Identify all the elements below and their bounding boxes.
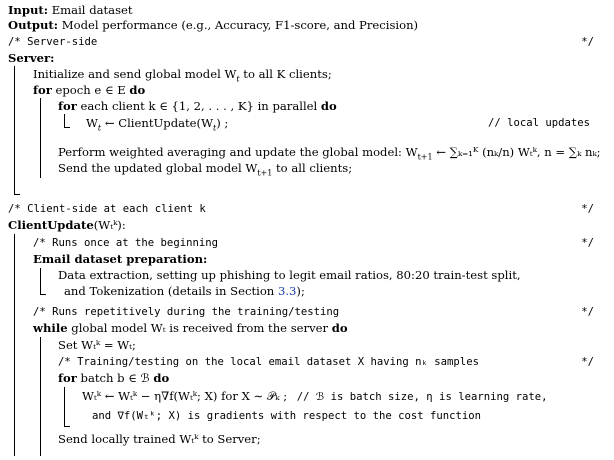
- server-comment: /* Server-side */: [8, 36, 594, 48]
- server-block-rule: [14, 66, 15, 194]
- prep-line-1: Data extraction, setting up phishing to legit email ratios, 80:20 train-test split,: [58, 268, 521, 282]
- server-for-epoch: for epoch e ∈ E do: [33, 83, 146, 97]
- prep-block-rule: [40, 268, 41, 294]
- server-for-client: for each client k ∈ {1, 2, . . . , K} in parallel do: [58, 99, 337, 113]
- prep-block-tick: [40, 294, 46, 295]
- server-update: $W_t$ ← $ClientUpdate(W_t)$ ; // local updates: [86, 116, 590, 133]
- while-loop: while global model Wₜ is received from the server do: [33, 321, 348, 335]
- prep-title: Email dataset preparation:: [33, 252, 208, 266]
- set-line: Set Wₜᵏ = Wₜ;: [58, 338, 136, 352]
- server-send: Send the updated global model $W_{t+1}$ to all clients;: [58, 161, 353, 178]
- while-block-rule: [40, 337, 41, 456]
- section-ref-link[interactable]: 3.3: [277, 284, 297, 298]
- batch-loop: for batch b ∈ ℬ do: [58, 371, 170, 385]
- repetitive-comment: /* Runs repetitively during the training/testing */: [33, 306, 594, 318]
- batch-block-tick: [64, 426, 70, 427]
- input-text: Email dataset: [51, 3, 133, 17]
- client-comment: /* Client-side at each client k */: [8, 203, 594, 215]
- client-loop-tick: [64, 127, 70, 128]
- client-loop-rule: [64, 114, 65, 127]
- input-label: Input:: [8, 3, 49, 17]
- send-back-line: Send locally trained Wₜᵏ to Server;: [58, 432, 261, 446]
- server-init: Initialize and send global model $W_t$ to all K clients;: [33, 67, 332, 84]
- once-comment: /* Runs once at the beginning */: [33, 237, 594, 249]
- input-line: [8, 3, 133, 18]
- gradient-line: Wₜᵏ ← Wₜᵏ − η∇f(Wₜᵏ; X) for X ∼ 𝒫ₖ ; // ℬ is batch size, η is learning rate,: [82, 389, 548, 403]
- client-title: ClientUpdate(Wₜᵏ):: [8, 218, 126, 232]
- batch-block-rule: [64, 387, 65, 426]
- server-block-tick: [14, 194, 20, 195]
- output-text: Model performance (e.g., Accuracy, F1-score, and Precision): [61, 18, 419, 32]
- server-title: Server:: [8, 51, 55, 65]
- prep-line-2: and Tokenization (details in Section 3.3);: [64, 284, 305, 298]
- gradient-line-2: and ∇f(Wₜᵏ; X) is gradients with respect to the cost function: [92, 410, 482, 422]
- train-comment: /* Training/testing on the local email dataset X having nₖ samples */: [58, 356, 594, 368]
- output-line: [8, 18, 418, 33]
- client-block-rule: [14, 234, 15, 456]
- output-label: Output:: [8, 18, 59, 32]
- server-averaging: Perform weighted averaging and update the global model: $W_{t+1}$ ← ∑ₖ₌₁ᴷ (nₖ/n) Wₜᵏ, n = ∑ₖ nₖ;: [58, 145, 601, 162]
- epoch-block-rule: [40, 98, 41, 178]
